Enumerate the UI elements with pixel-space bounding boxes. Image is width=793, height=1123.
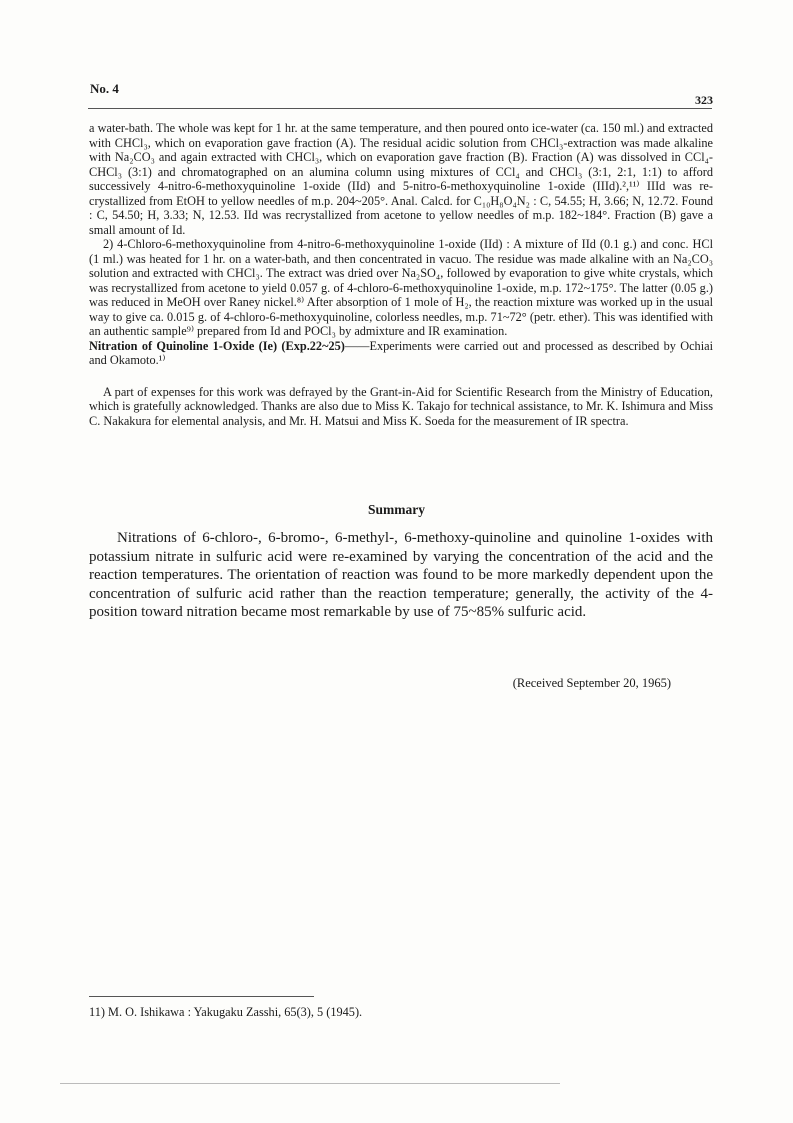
experimental-text <box>89 121 713 428</box>
footnote-rule <box>89 996 314 997</box>
header-rule <box>88 108 712 109</box>
section-text: ——Experiments were carried out and processed as described by Ochiai and Okamoto.¹⁾ <box>89 338 713 367</box>
acknowledgement: A part of expenses for this work was defrayed by the Grant-in-Aid for Scientific Research from the Ministry of Education, which is gratefully acknowledged. Thanks are also due to Miss K. Takajo for technical assistance, to Mr. K. Ishimura and Miss C. Nakakura for elemental analysis, and Mr. H. Matsui and Miss K. Soeda for the measurement of IR spectra. <box>89 384 713 428</box>
paragraph-fraction-a: a water-bath. The whole was kept for 1 hr. at the same temperature, and then poured onto ice-water (ca. 150 ml.) and extracted with CHCl₃, which on evaporation gave fraction (A). The residual acidic solution from CHCl₃-extraction was made alkaline with Na₂CO₃ and again extracted with CHCl₃, which on evaporation gave fraction (B). Fraction (A) was dissolved in CCl₄-CHCl₃ (3:1) and chromatographed on an alumina column using mixtures of CCl₄ and CHCl₃ (3:1, 2:1, 1:1) to afford successively 4-nitro-6-methoxyquinoline 1-oxide (IId) and 5-nitro-6-methoxyquinoline 1-oxide (IIId).²,¹¹⁾ IIId was re-crystallized from EtOH to yellow needles of m.p. 204~205°. Anal. Calcd. for C₁₀H₈O₄N₂ : C, 54.55; H, 3.66; N, 12.72. Found : C, 54.50; H, 3.33; N, 12.53. IId was recrystallized from acetone to yellow needles of m.p. 182~184°. Fraction (B) gave a small amount of Id. <box>89 121 713 237</box>
page-number: 323 <box>695 93 713 107</box>
paragraph-quinoline-oxide <box>89 339 713 368</box>
footnote-11: 11) M. O. Ishikawa : Yakugaku Zasshi, 65(3), 5 (1945). <box>89 1005 363 1019</box>
summary-section <box>89 529 713 622</box>
section-title: Nitration of Quinoline 1-Oxide (Ie) (Exp.22~25) <box>89 338 345 353</box>
received-date: (Received September 20, 1965) <box>512 676 671 690</box>
journal-issue: No. 4 <box>90 81 119 96</box>
page-bottom-rule <box>60 1083 560 1084</box>
paragraph-chloro-methoxyquinoline: 2) 4-Chloro-6-methoxyquinoline from 4-nitro-6-methoxyquinoline 1-oxide (IId) : A mixture of IId (0.1 g.) and conc. HCl (1 ml.) was heated for 1 hr. on a water-bath, and then concentrated in vacuo. The residue was made alkaline with an Na₂CO₃ solution and extracted with CHCl₃. The extract was dried over Na₂SO₄, followed by evaporation to give white crystals, which was recrystallized from acetone to yield 0.057 g. of 4-chloro-6-methoxyquinoline 1-oxide, m.p. 172~175°. The latter (0.05 g.) was reduced in MeOH over Raney nickel.⁸⁾ After absorption of 1 mole of H₂, the reaction mixture was worked up in the usual way to give ca. 0.015 g. of 4-chloro-6-methoxyquinoline, colorless needles, m.p. 71~72° (petr. ether). This was identified with an authentic sample⁹⁾ prepared from Id and POCl₃ by admixture and IR examination. <box>89 237 713 338</box>
summary-text: Nitrations of 6-chloro-, 6-bromo-, 6-methyl-, 6-methoxy-quinoline and quinoline 1-oxides with potassium nitrate in sulfuric acid were re-examined by varying the concentration of the acid and the reaction temperatures. The orientation of reaction was found to be more markedly dependent upon the concentration of sulfuric acid rather than the reaction temperature; generally, the activity of the 4-position toward nitration became most remarkable by use of 75~85% sulfuric acid. <box>89 530 713 620</box>
summary-heading: Summary <box>368 502 425 517</box>
